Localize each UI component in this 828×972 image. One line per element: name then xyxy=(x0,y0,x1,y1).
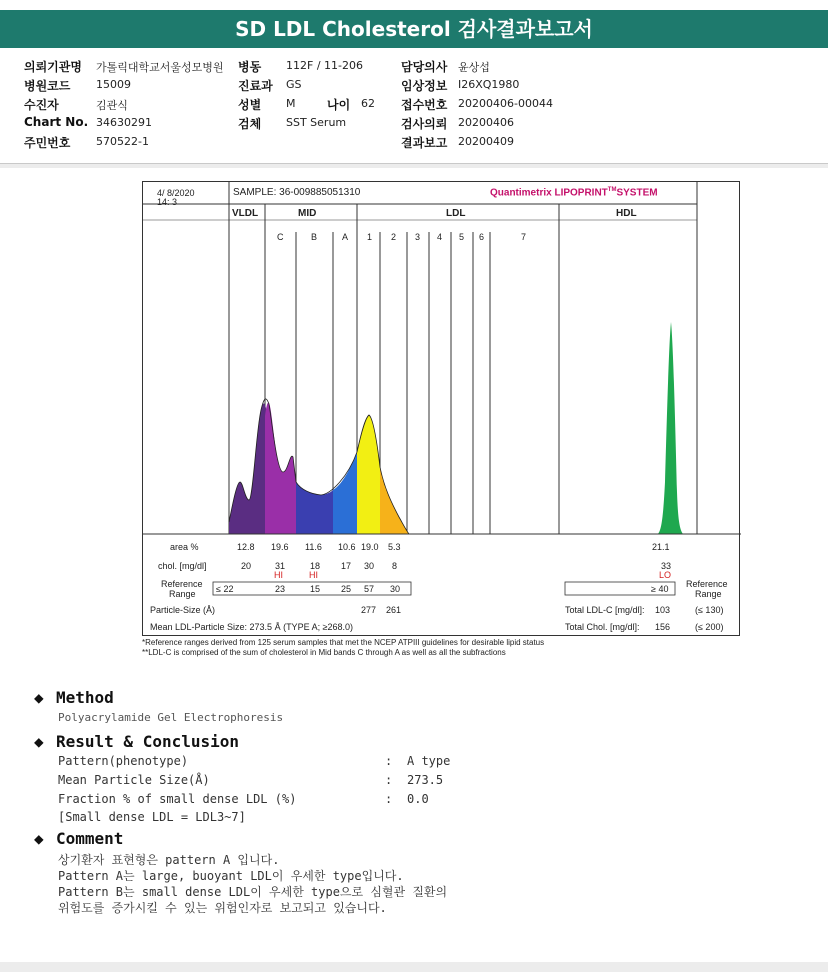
dept-value: GS xyxy=(286,78,302,91)
chart-no-value: 34630291 xyxy=(96,116,152,129)
subband-b: B xyxy=(311,232,318,242)
clinical-value: I26XQ1980 xyxy=(458,78,520,91)
result-colon: : xyxy=(385,754,393,768)
request-value: 20200406 xyxy=(458,116,514,129)
subband-c: C xyxy=(277,232,284,242)
particle-size-ldl1: 277 xyxy=(361,605,377,615)
total-chol-value: 156 xyxy=(655,622,671,632)
result-pattern-label: Pattern(phenotype) xyxy=(58,754,189,768)
area-hdl: 21.1 xyxy=(652,542,670,552)
page-title: SD LDL Cholesterol 검사결과보고서 xyxy=(0,10,828,48)
total-ldl-label: Total LDL-C [mg/dl]: xyxy=(565,605,645,615)
ref-ldl2: 30 xyxy=(390,584,401,594)
doctor-value: 윤상섭 xyxy=(458,61,490,74)
age-value: 62 xyxy=(361,97,375,110)
run-date: 4/ 8/2020 xyxy=(157,188,195,198)
mid-b-peak xyxy=(296,482,333,534)
subband-a: A xyxy=(342,232,349,242)
ref-mid-a: 25 xyxy=(341,584,352,594)
lipoprint-report xyxy=(142,181,740,636)
receipt-value: 20200406-00044 xyxy=(458,97,553,110)
flag-low-hdl: LO xyxy=(659,570,672,580)
ref-vldl: ≤ 22 xyxy=(216,584,234,594)
comment-line: Pattern B는 small dense LDL이 우세한 type으로 심혈관 질환의 xyxy=(58,885,448,899)
area-mid-a: 10.6 xyxy=(338,542,356,552)
comment-line: 상기환자 표현형은 pattern A 입니다. xyxy=(58,853,280,867)
area-label: area % xyxy=(170,542,199,552)
id-label: 주민번호 xyxy=(24,136,71,150)
result-mean-size-label: Mean Particle Size(Å) xyxy=(58,773,210,787)
hospital-code-value: 15009 xyxy=(96,78,131,91)
comment-line: 위험도를 증가시킬 수 있는 위험인자로 보고되고 있습니다. xyxy=(58,901,387,915)
subband-4: 4 xyxy=(437,232,443,242)
chol-ldl2: 8 xyxy=(392,561,398,571)
reference-label-1: Reference xyxy=(161,579,203,589)
hdl-peak xyxy=(658,322,683,534)
result-colon: : xyxy=(385,792,393,806)
report-date-label: 결과보고 xyxy=(401,136,448,150)
flag-high-mid-c: HI xyxy=(274,570,283,580)
age-label: 나이 xyxy=(327,98,351,112)
result-note: [Small dense LDL = LDL3~7] xyxy=(58,810,246,824)
vldl-peak xyxy=(229,403,268,534)
area-ldl2: 5.3 xyxy=(388,542,401,552)
subband-7: 7 xyxy=(521,232,527,242)
mid-a-peak xyxy=(333,452,357,534)
total-chol-label: Total Chol. [mg/dl]: xyxy=(565,622,640,632)
clinical-label: 임상정보 xyxy=(401,79,448,93)
run-time: 14: 3 xyxy=(157,197,178,207)
chart-no-label: Chart No. xyxy=(24,115,89,129)
chol-vldl: 20 xyxy=(241,561,252,571)
method-text: Polyacrylamide Gel Electrophoresis xyxy=(58,711,284,724)
band-vldl: VLDL xyxy=(232,208,259,219)
ref-hdl: ≥ 40 xyxy=(651,584,669,594)
divider xyxy=(0,164,828,168)
ref-mid-c: 23 xyxy=(275,584,286,594)
reference-label-2: Range xyxy=(169,589,196,599)
patient-label: 수진자 xyxy=(24,98,59,112)
area-ldl1: 19.0 xyxy=(361,542,379,552)
chol-mid-a: 17 xyxy=(341,561,352,571)
chol-mid-c: 31 xyxy=(275,561,286,571)
method-heading: ◆ Method xyxy=(34,688,114,707)
subband-1: 1 xyxy=(367,232,373,242)
ldl2-peak xyxy=(380,467,409,534)
receipt-label: 접수번호 xyxy=(401,98,448,112)
patient-info-panel xyxy=(0,52,828,164)
band-mid: MID xyxy=(298,208,317,219)
chol-hdl: 33 xyxy=(661,561,672,571)
reference-right-label-1: Reference xyxy=(686,579,728,589)
diamond-bullet-icon: ◆ xyxy=(34,732,44,751)
footnote-ldl-c: **LDL-C is comprised of the sum of cholesterol in Mid bands C through A as well as all the subfractions xyxy=(142,648,506,657)
chol-mid-b: 18 xyxy=(310,561,321,571)
reference-right-label-2: Range xyxy=(695,589,722,599)
ref-mid-b: 15 xyxy=(310,584,321,594)
footer-band xyxy=(0,962,828,972)
ldl1-peak xyxy=(357,415,380,534)
specimen-value: SST Serum xyxy=(286,116,347,129)
total-chol-ref: (≤ 200) xyxy=(695,622,724,632)
doctor-label: 담당의사 xyxy=(401,60,448,74)
footnote-reference: *Reference ranges derived from 125 serum samples that met the NCEP ATPIII guidelines for desirable lipid status xyxy=(142,638,545,647)
flag-high-mid-b: HI xyxy=(309,570,318,580)
diamond-bullet-icon: ◆ xyxy=(34,688,44,707)
ward-label: 병동 xyxy=(238,60,262,74)
total-ldl-ref: (≤ 130) xyxy=(695,605,724,615)
hospital-code-label: 병원코드 xyxy=(24,79,71,93)
id-value: 570522-1 xyxy=(96,135,149,148)
lipoprint-graph xyxy=(143,182,741,637)
subband-5: 5 xyxy=(459,232,465,242)
specimen-label: 검체 xyxy=(238,117,262,131)
subband-6: 6 xyxy=(479,232,485,242)
report-date-value: 20200409 xyxy=(458,135,514,148)
sex-value: M xyxy=(286,97,296,110)
institution-value: 가톨릭대학교서울성모병원 xyxy=(96,61,224,74)
ward-value: 112F / 11-206 xyxy=(286,59,363,72)
mean-ldl-particle-size: Mean LDL-Particle Size: 273.5 Å (TYPE A; ≥268.0) xyxy=(150,622,354,632)
sex-label: 성별 xyxy=(238,98,262,112)
result-fraction-label: Fraction % of small dense LDL (%) xyxy=(58,792,297,806)
subband-2: 2 xyxy=(391,232,397,242)
area-vldl: 12.8 xyxy=(237,542,255,552)
chol-label: chol. [mg/dl] xyxy=(158,561,207,571)
result-fraction-value: 0.0 xyxy=(407,792,429,806)
ref-ldl1: 57 xyxy=(364,584,375,594)
lipoprint-brand: Quantimetrix LIPOPRINT™SYSTEM xyxy=(490,187,658,199)
particle-size-label: Particle-Size (Å) xyxy=(150,605,216,615)
result-heading: ◆ Result & Conclusion xyxy=(34,732,240,751)
dept-label: 진료과 xyxy=(238,79,273,93)
comment-line: Pattern A는 large, buoyant LDL이 우세한 type입니다. xyxy=(58,869,404,883)
subband-3: 3 xyxy=(415,232,421,242)
diamond-bullet-icon: ◆ xyxy=(34,829,44,848)
total-ldl-value: 103 xyxy=(655,605,671,615)
particle-size-ldl2: 261 xyxy=(386,605,402,615)
sample-id: SAMPLE: 36-009885051310 xyxy=(233,187,361,198)
area-mid-b: 11.6 xyxy=(305,542,322,552)
band-ldl: LDL xyxy=(446,208,466,219)
result-colon: : xyxy=(385,773,393,787)
comment-heading: ◆ Comment xyxy=(34,829,124,848)
institution-label: 의뢰기관명 xyxy=(24,60,82,74)
result-mean-size-value: 273.5 xyxy=(407,773,444,787)
area-mid-c: 19.6 xyxy=(271,542,289,552)
result-pattern-value: A type xyxy=(407,754,451,768)
band-hdl: HDL xyxy=(616,208,637,219)
patient-value: 김관식 xyxy=(96,99,128,112)
chol-ldl1: 30 xyxy=(364,561,375,571)
request-label: 검사의뢰 xyxy=(401,117,448,131)
